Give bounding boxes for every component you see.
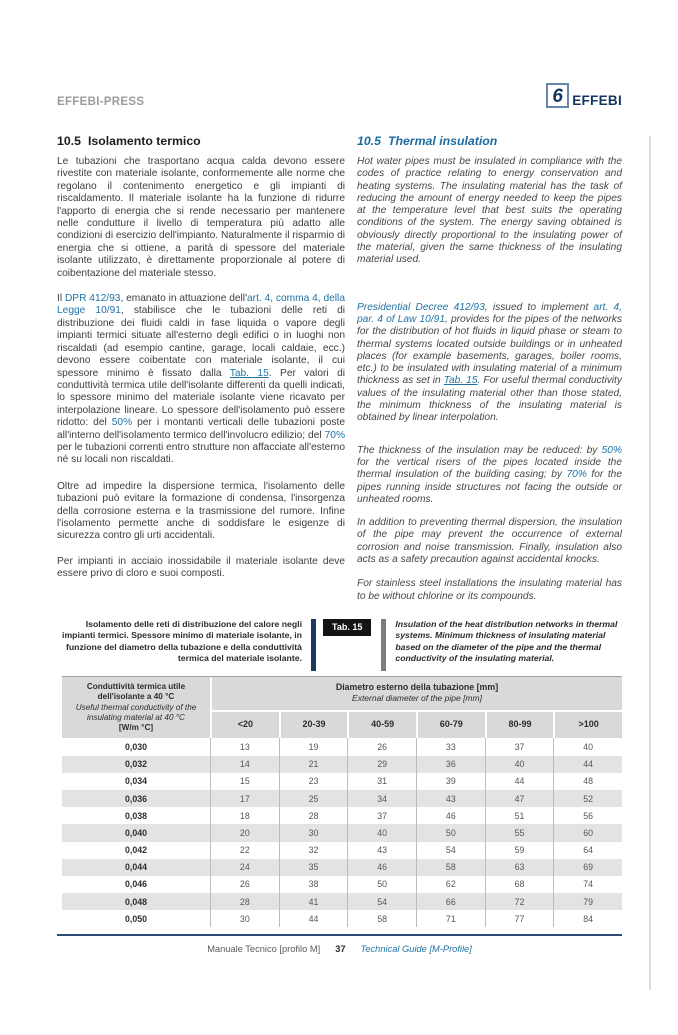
thickness-value: 22 bbox=[210, 842, 279, 859]
text-segment: . For useful thermal conductivity values of the insulating material other than those stated, the minimum thickness of the insulating material is obtained by linear interpolation. bbox=[357, 375, 622, 424]
conductivity-value: 0,046 bbox=[124, 879, 147, 890]
thickness-value: 62 bbox=[416, 876, 485, 893]
thickness-value: 31 bbox=[347, 773, 416, 790]
diameter-span-header bbox=[210, 677, 622, 712]
thickness-value: 40 bbox=[553, 738, 622, 755]
diameter-range-header: 80-99 bbox=[485, 712, 554, 739]
text-segment: , emanato in attuazione dell' bbox=[120, 293, 248, 305]
table-body bbox=[62, 738, 622, 927]
thickness-value: 84 bbox=[553, 910, 622, 927]
reference-text: 50% bbox=[601, 444, 622, 456]
caption-gray-bar bbox=[381, 619, 386, 671]
reference-text: 50% bbox=[111, 417, 133, 429]
diameter-range-header: <20 bbox=[210, 712, 279, 739]
thickness-value: 35 bbox=[279, 859, 348, 876]
thickness-value: 13 bbox=[210, 738, 279, 755]
page-footer bbox=[57, 944, 622, 954]
corner-header-line: Useful thermal conductivity of the bbox=[75, 702, 197, 712]
table-row bbox=[62, 910, 622, 927]
thickness-value: 34 bbox=[347, 790, 416, 807]
table-row bbox=[62, 773, 622, 790]
text-segment: Il bbox=[57, 293, 65, 305]
thickness-value: 23 bbox=[279, 773, 348, 790]
text-segment: Oltre ad impedire la dispersione termica, l'isolamento delle tubazioni può evitare la formazione di condensa, l'insorgenza della corrosione esterna e la trasmissione del rumore. Infine l'isolamento permette anche di soddisfare le esigenze di sicurezza contro gli urti accidentali. bbox=[57, 480, 345, 542]
conductivity-value: 0,036 bbox=[124, 793, 147, 804]
section-title-en: Thermal insulation bbox=[387, 134, 498, 148]
thickness-value: 51 bbox=[485, 807, 554, 824]
conductivity-value: 0,034 bbox=[124, 776, 147, 787]
thickness-value: 54 bbox=[347, 893, 416, 910]
thickness-value: 64 bbox=[553, 842, 622, 859]
reference-text: Tab. 15 bbox=[443, 375, 478, 387]
corner-header-line: [W/m °C] bbox=[118, 723, 154, 733]
diameter-header-en: External diameter of the pipe [mm] bbox=[352, 692, 482, 703]
thickness-value: 44 bbox=[279, 910, 348, 927]
thickness-value: 48 bbox=[553, 773, 622, 790]
corner-header-line: Conduttività termica utile bbox=[86, 681, 186, 691]
table-row bbox=[62, 790, 622, 807]
paragraph-en-2 bbox=[357, 302, 622, 425]
thickness-value: 28 bbox=[210, 893, 279, 910]
conductivity-value: 0,040 bbox=[124, 827, 147, 838]
text-segment: , stabilisce che le tubazioni delle reti di distribuzione dei fluidi caldi in fase liquida o vapore degli impianti termici situate all'esterno degli edifici o in luoghi non riscaldati (ad esempio cantine, garage, locali caldaie, ecc.) devono essere coibentate con materiale isolante, il cui spessore minimo è fissato dalla bbox=[57, 305, 345, 379]
diameter-range-header: 40-59 bbox=[347, 712, 416, 739]
thickness-value: 32 bbox=[279, 842, 348, 859]
diameter-header-it: Diametro esterno della tubazione [mm] bbox=[335, 681, 499, 692]
logo-glyph: 6 bbox=[552, 86, 563, 107]
conductivity-value: 0,038 bbox=[124, 810, 147, 821]
thickness-value: 28 bbox=[279, 807, 348, 824]
effebi-logo bbox=[546, 83, 622, 108]
table-row bbox=[62, 807, 622, 824]
text-segment: Hot water pipes must be insulated in compliance with the codes of practice relating to energy conservation and heating systems. The insulating material has the task of reducing the amount of energy needed to keep the pipes at the temperature level that best suits the operating conditions of the system. The energy saving obtained is obviously directly proportional to the insulating power of the material, given the same thickness of the insulating material used. bbox=[357, 156, 622, 266]
thickness-value: 26 bbox=[347, 738, 416, 755]
reference-text: Presidential Decree 412/93 bbox=[357, 301, 485, 313]
document-page bbox=[0, 76, 678, 1035]
thickness-value: 40 bbox=[485, 756, 554, 773]
text-segment: for the vertical risers of the pipes located inside the thermal insulation of the building casing; by bbox=[357, 456, 622, 481]
section-title: Isolamento termico bbox=[87, 134, 201, 148]
text-segment: , provides for the pipes of the networks for the distribution of hot fluids in liquid phase or steam to thermal systems located outside buildings or in unheated places (for example basements, garages, boiler rooms, etc.) to be insulated with insulating material of a minimum thickness as set in bbox=[357, 313, 622, 387]
table-row bbox=[62, 756, 622, 773]
table-15-badge: Tab. 15 bbox=[323, 619, 371, 636]
reference-text: art. 4, par. 4 of Law 10/91 bbox=[357, 301, 622, 325]
reference-text: 70% bbox=[566, 469, 587, 481]
footer-rule bbox=[57, 934, 622, 936]
thickness-value: 17 bbox=[210, 790, 279, 807]
paragraph-it-1 bbox=[57, 156, 345, 280]
thickness-value: 37 bbox=[347, 807, 416, 824]
thickness-value: 30 bbox=[210, 910, 279, 927]
thickness-value: 55 bbox=[485, 824, 554, 841]
thickness-value: 50 bbox=[416, 824, 485, 841]
thickness-value: 56 bbox=[553, 807, 622, 824]
italian-column bbox=[57, 134, 345, 603]
diameter-range-header: >100 bbox=[553, 712, 622, 739]
table-row bbox=[62, 876, 622, 893]
corner-header-line: insulating material at 40 °C bbox=[87, 712, 185, 722]
table-row bbox=[62, 824, 622, 841]
text-segment: For stainless steel installations the insulating material has to be without chlorine or its compounds. bbox=[357, 578, 622, 602]
table-header bbox=[62, 676, 622, 738]
table-row bbox=[62, 738, 622, 755]
english-column bbox=[357, 134, 622, 603]
reference-text: art. 4, comma 4, della Legge 10/91 bbox=[57, 293, 345, 317]
thickness-value: 43 bbox=[416, 790, 485, 807]
thickness-value: 77 bbox=[485, 910, 554, 927]
thickness-value: 74 bbox=[553, 876, 622, 893]
effebi-logo-icon bbox=[546, 83, 569, 108]
thickness-value: 50 bbox=[347, 876, 416, 893]
thickness-value: 58 bbox=[416, 859, 485, 876]
thickness-value: 38 bbox=[279, 876, 348, 893]
footer-title-it: Manuale Tecnico [profilo M] bbox=[207, 944, 321, 955]
page-number: 37 bbox=[335, 944, 346, 955]
paragraph-en-5 bbox=[357, 578, 622, 603]
caption-english: Insulation of the heat distribution networks in thermal systems. Minimum thickness of insulating material based on the diameter of the pipe and the thermal conductivity of the insulating material. bbox=[395, 618, 618, 663]
thickness-value: 21 bbox=[279, 756, 348, 773]
conductivity-value: 0,030 bbox=[124, 741, 147, 752]
thickness-value: 20 bbox=[210, 824, 279, 841]
thickness-value: 39 bbox=[416, 773, 485, 790]
thickness-value: 18 bbox=[210, 807, 279, 824]
corner-header-line: dell'isolante a 40 °C bbox=[97, 692, 175, 702]
thickness-value: 30 bbox=[279, 824, 348, 841]
caption-italian: Isolamento delle reti di distribuzione del calore negli impianti termici. Spessore minimo di materiale isolante, in funzione del diametro della tubazione e della conduttività termica del materiale isolante. bbox=[62, 618, 302, 663]
thickness-value: 72 bbox=[485, 893, 554, 910]
thickness-value: 44 bbox=[553, 756, 622, 773]
thickness-value: 71 bbox=[416, 910, 485, 927]
thickness-value: 24 bbox=[210, 859, 279, 876]
section-number-en: 10.5 bbox=[357, 134, 381, 148]
paragraph-it-4 bbox=[57, 556, 345, 581]
paragraph-en-1 bbox=[357, 156, 622, 267]
page-header bbox=[57, 76, 622, 108]
press-label: EFFEBI-PRESS bbox=[57, 96, 145, 108]
text-segment: . Per valori di conduttività termica utile dell'isolante differenti da quelli indicati, lo spessore minimo del materiale isolante viene ricavato per interpolazione lineare. Lo spessore dell'isolamento può essere ridotto: del bbox=[57, 367, 345, 429]
thickness-value: 47 bbox=[485, 790, 554, 807]
diameter-range-header: 60-79 bbox=[416, 712, 485, 739]
thickness-value: 41 bbox=[279, 893, 348, 910]
section-heading-en bbox=[357, 134, 622, 148]
thickness-value: 69 bbox=[553, 859, 622, 876]
reference-text: DPR 412/93 bbox=[64, 293, 121, 305]
paragraph-en-3 bbox=[357, 445, 622, 506]
thickness-value: 19 bbox=[279, 738, 348, 755]
thickness-value: 46 bbox=[347, 859, 416, 876]
thickness-value: 58 bbox=[347, 910, 416, 927]
text-segment: per le tubazioni correnti entro strutture non affacciate all'esterno né su locali non riscaldati. bbox=[57, 441, 345, 466]
thickness-value: 59 bbox=[485, 842, 554, 859]
thickness-value: 43 bbox=[347, 842, 416, 859]
table-row bbox=[62, 893, 622, 910]
diameter-range-header: 20-39 bbox=[279, 712, 348, 739]
text-segment: for the pipes running inside structures not facing the outside or unheated rooms. bbox=[357, 469, 622, 505]
conductivity-value: 0,042 bbox=[124, 845, 147, 856]
thickness-value: 15 bbox=[210, 773, 279, 790]
conductivity-value: 0,032 bbox=[124, 759, 147, 770]
text-segment: , issued to implement bbox=[484, 301, 594, 313]
thickness-value: 60 bbox=[553, 824, 622, 841]
thickness-value: 44 bbox=[485, 773, 554, 790]
thickness-value: 66 bbox=[416, 893, 485, 910]
thickness-value: 29 bbox=[347, 756, 416, 773]
footer-title-en: Technical Guide [M-Profile] bbox=[360, 944, 472, 955]
reference-text: 70% bbox=[324, 429, 345, 441]
thickness-value: 33 bbox=[416, 738, 485, 755]
thickness-value: 36 bbox=[416, 756, 485, 773]
thickness-value: 63 bbox=[485, 859, 554, 876]
section-heading-it bbox=[57, 134, 345, 148]
thickness-value: 52 bbox=[553, 790, 622, 807]
thickness-value: 25 bbox=[279, 790, 348, 807]
table-caption-block bbox=[57, 619, 622, 671]
page-scan-edge bbox=[649, 136, 651, 990]
paragraph-it-3 bbox=[57, 481, 345, 543]
reference-text: Tab. 15 bbox=[229, 367, 269, 379]
thickness-value: 68 bbox=[485, 876, 554, 893]
table-row bbox=[62, 842, 622, 859]
thickness-value: 37 bbox=[485, 738, 554, 755]
paragraph-en-4 bbox=[357, 517, 622, 566]
table-row bbox=[62, 859, 622, 876]
conductivity-value: 0,044 bbox=[124, 862, 147, 873]
two-column-body bbox=[57, 134, 622, 603]
logo-wordmark: EFFEBI bbox=[572, 93, 622, 108]
thickness-value: 79 bbox=[553, 893, 622, 910]
conductivity-value: 0,050 bbox=[124, 913, 147, 924]
text-segment: The thickness of the insulation may be reduced: by bbox=[357, 444, 602, 456]
thickness-value: 26 bbox=[210, 876, 279, 893]
paragraph-it-2 bbox=[57, 293, 345, 467]
insulation-thickness-table bbox=[62, 676, 622, 928]
text-segment: Per impianti in acciaio inossidabile il materiale isolante deve essere privo di cloro e suoi composti. bbox=[57, 555, 345, 580]
text-segment: Le tubazioni che trasportano acqua calda devono essere rivestite con materiale isolante, conformemente alle norme che regolano il contenimento energetico e gli impianti di riscaldamento. Il materiale isolante ha la funzione di ridurre l'apporto di energia che si rende necessario per mantenere nelle condutture il livello di temperatura più adatto alle condizioni di esercizio dell'impianto. Naturalmente il risparmio di energia che si ottiene, a parità di spessore del materiale isolante utilizzato, è direttamente proporzionale al potere di coibentazione del materiale stesso. bbox=[57, 156, 345, 279]
thickness-value: 14 bbox=[210, 756, 279, 773]
thickness-value: 46 bbox=[416, 807, 485, 824]
caption-navy-bar bbox=[311, 619, 316, 671]
thickness-value: 40 bbox=[347, 824, 416, 841]
conductivity-column-header bbox=[62, 677, 210, 738]
section-number: 10.5 bbox=[57, 134, 81, 148]
text-segment: In addition to preventing thermal dispersion, the insulation of the pipe may prevent the occurrence of external corrosion and noise transmission. Finally, insulation also acts as a safety precaution against accidental knocks. bbox=[357, 517, 622, 566]
text-segment: per i montanti verticali delle tubazioni poste all'interno dell'isolamento termico dell'involucro edilizio; del bbox=[57, 417, 345, 441]
conductivity-value: 0,048 bbox=[124, 896, 147, 907]
thickness-value: 54 bbox=[416, 842, 485, 859]
